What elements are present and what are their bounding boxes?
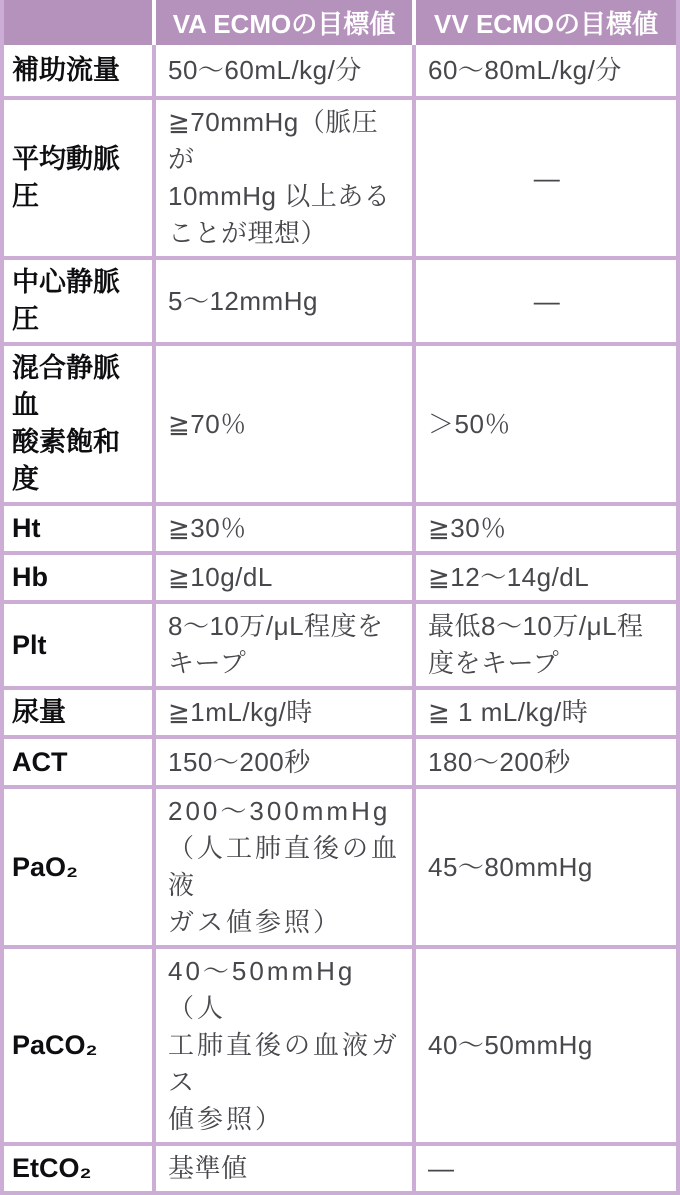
vv-value-cell [412,789,676,945]
row-label-text: 平均動脈圧 [12,144,120,211]
vv-value-cell [412,346,676,502]
vv-value-text: ≧ 1 mL/kg/時 [428,697,589,727]
va-value-cell [152,506,412,551]
row-label [4,555,152,600]
vv-value-text: ― [533,162,561,193]
va-value-text: 200〜300mmHg [168,796,391,826]
vv-value-text: 60〜80mL/kg/分 [428,55,622,85]
column-header-va-ecmo: VA ECMOの目標値 [152,0,412,45]
row-label-text: Plt [12,629,47,660]
va-value-text: ≧70％ [168,408,247,439]
va-value-cell [152,690,412,735]
row-label [4,100,152,256]
row-label-text: 酸素飽和度 [12,427,120,494]
vv-value-text: ― [533,285,561,316]
table-row [4,735,676,785]
row-label [4,739,152,785]
row-label [4,604,152,686]
row-label [4,346,152,502]
vv-value-text: 最低8〜10万/μL程 [428,611,644,641]
vv-value-cell [412,260,676,342]
row-label [4,789,152,945]
vv-value-text: ＞50％ [428,408,511,439]
row-label-text: 中心静脈圧 [12,267,120,334]
va-value-text: ≧1mL/kg/時 [168,697,313,727]
table-row [4,256,676,342]
vv-value-cell [412,739,676,785]
va-value-text: （人工肺直後の血液 [168,833,401,900]
vv-value-cell [412,1146,676,1191]
vv-value-text: ≧12〜14g/dL [428,562,590,592]
row-label-text: 混合静脈血 [12,353,120,420]
va-value-cell [152,260,412,342]
vv-value-cell [412,45,676,96]
vv-value-text: 度をキープ [428,648,560,678]
row-label-text: Ht [12,513,41,543]
va-value-text: キープ [168,648,247,678]
vv-value-cell [412,604,676,686]
va-value-cell [152,789,412,945]
row-label [4,45,152,96]
va-value-text: 150〜200秒 [168,746,311,777]
vv-value-text: 40〜50mmHg [428,1030,593,1060]
table-row [4,96,676,256]
va-value-text: ことが理想） [168,218,328,248]
table-row [4,1142,676,1191]
row-label-text: EtCO₂ [12,1153,92,1183]
va-value-text: 値参照） [168,1104,285,1134]
table-row [4,785,676,945]
vv-value-text: ≧30％ [428,513,507,543]
table-row [4,342,676,502]
row-label [4,1146,152,1191]
va-value-text: ≧30％ [168,513,247,543]
va-value-text: ≧70mmHg（脈圧が [168,107,379,174]
column-header-empty [4,0,152,45]
row-label [4,260,152,342]
vv-value-cell [412,506,676,551]
row-label [4,506,152,551]
va-value-text: 10mmHg 以上ある [168,181,391,211]
vv-value-text: 45〜80mmHg [428,851,593,882]
table-row [4,45,676,96]
vv-value-cell [412,690,676,735]
table-row [4,502,676,551]
row-label-text: 尿量 [12,697,66,727]
va-value-text: 8〜10万/μL程度を [168,611,384,641]
row-label [4,690,152,735]
va-value-text: 基準値 [168,1153,248,1183]
table-row [4,945,676,1142]
vv-value-text: 180〜200秒 [428,746,571,777]
vv-value-cell [412,100,676,256]
va-value-cell [152,100,412,256]
va-value-text: ガス値参照） [168,907,343,937]
va-value-cell [152,604,412,686]
row-label-text: 補助流量 [12,55,120,85]
va-value-cell [152,346,412,502]
va-value-cell [152,739,412,785]
table-row [4,551,676,600]
row-label-text: PaCO₂ [12,1030,98,1060]
va-value-text: 40〜50mmHg（人 [168,956,356,1023]
vv-value-text: ― [428,1153,455,1183]
va-value-cell [152,555,412,600]
vv-value-cell [412,555,676,600]
va-value-cell [152,1146,412,1191]
va-value-text: ≧10g/dL [168,562,273,592]
va-value-cell [152,949,412,1142]
va-value-text: 工肺直後の血液ガス [168,1030,401,1097]
va-value-text: 5〜12mmHg [168,285,318,316]
va-value-text: 50〜60mL/kg/分 [168,55,362,85]
row-label-text: Hb [12,562,48,592]
table-header-row [4,0,676,45]
row-label-text: PaO₂ [12,851,79,882]
table-row [4,600,676,686]
column-header-vv-ecmo: VV ECMOの目標値 [412,0,676,45]
table-row [4,686,676,735]
row-label-text: ACT [12,746,68,777]
vv-value-cell [412,949,676,1142]
va-value-cell [152,45,412,96]
row-label [4,949,152,1142]
